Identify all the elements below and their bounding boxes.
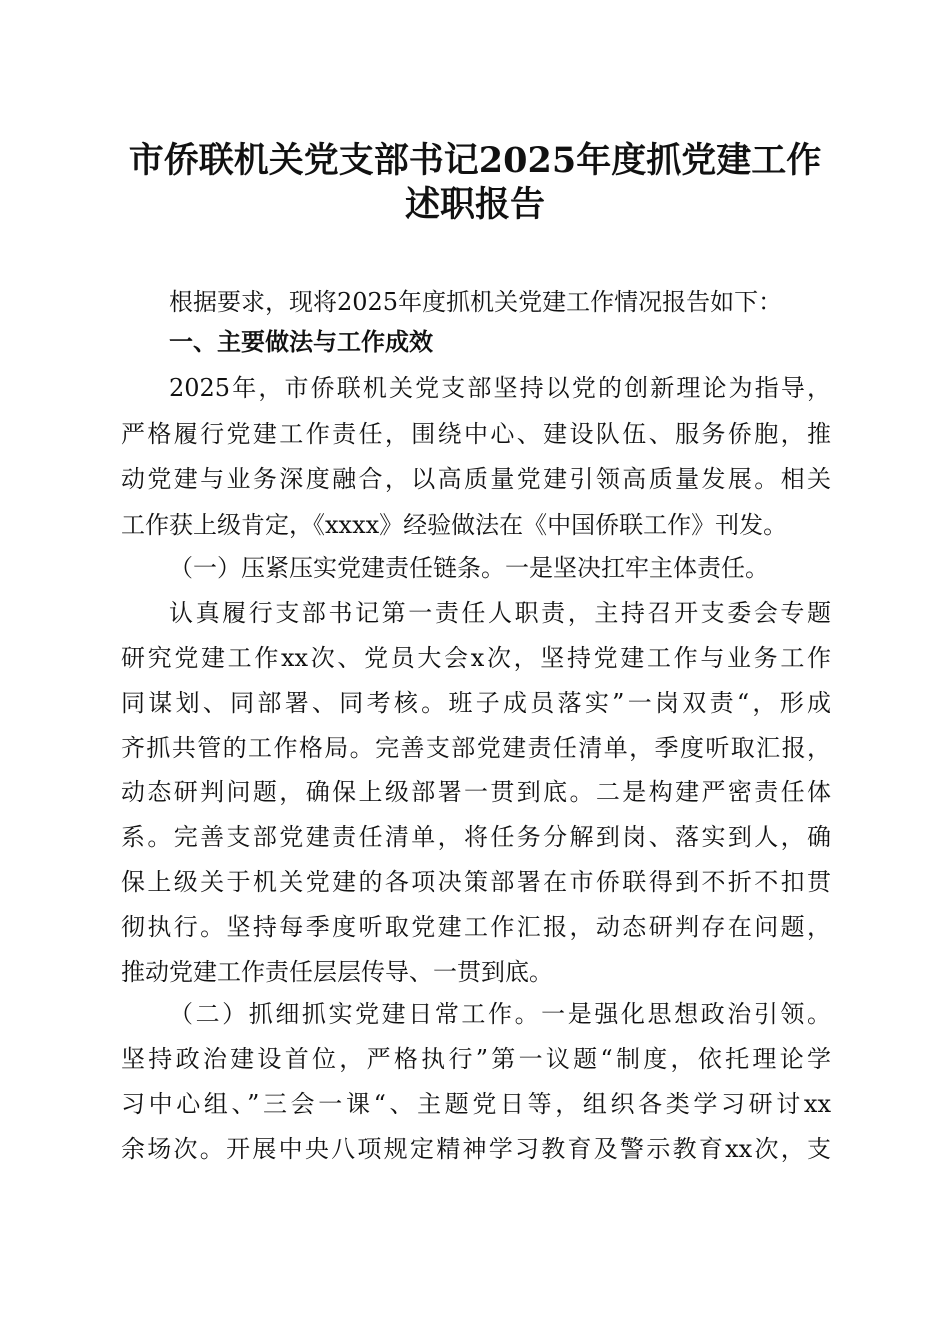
body-line: 动党建与业务深度融合，以高质量党建引领高质量发展。相关 — [121, 465, 831, 493]
document-title-line-1: 市侨联机关党支部书记2025年度抓党建工作 — [128, 140, 822, 181]
body-line: 推动党建工作责任层层传导、一贯到底。 — [121, 958, 553, 986]
body-line: 2025年，市侨联机关党支部坚持以党的创新理论为指导， — [169, 374, 831, 402]
body-line: 习中心组、”三会一课“、主题党日等，组织各类学习研讨xx — [121, 1090, 831, 1118]
body-line: 彻执行。坚持每季度听取党建工作汇报，动态研判存在问题， — [121, 913, 831, 941]
body-line: 齐抓共管的工作格局。完善支部党建责任清单，季度听取汇报， — [121, 734, 831, 762]
body-line: 严格履行党建工作责任，围绕中心、建设队伍、服务侨胞，推 — [121, 420, 831, 448]
body-line: 系。完善支部党建责任清单，将任务分解到岗、落实到人，确 — [121, 823, 831, 851]
body-line: 保上级关于机关党建的各项决策部署在市侨联得到不折不扣贯 — [121, 868, 831, 896]
body-line: 认真履行支部书记第一责任人职责，主持召开支委会专题 — [169, 599, 831, 627]
body-line: 工作获上级肯定，《xxxx》经验做法在《中国侨联工作》刊发。 — [121, 511, 788, 539]
section-heading-1: 一、主要做法与工作成效 — [169, 328, 433, 356]
body-line: 坚持政治建设首位，严格执行”第一议题“制度，依托理论学 — [121, 1045, 831, 1073]
body-line: 动态研判问题，确保上级部署一贯到底。二是构建严密责任体 — [121, 778, 831, 806]
body-line: 研究党建工作xx次、党员大会x次，坚持党建工作与业务工作 — [121, 644, 831, 672]
body-line: 同谋划、同部署、同考核。班子成员落实”一岗双责“，形成 — [121, 689, 831, 717]
subsection-heading-2: （二）抓细抓实党建日常工作。一是强化思想政治引领。 — [169, 1000, 831, 1028]
document-title-line-2: 述职报告 — [404, 184, 545, 225]
subsection-heading-1: （一）压紧压实党建责任链条。一是坚决扛牢主体责任。 — [169, 554, 769, 582]
body-line: 余场次。开展中央八项规定精神学习教育及警示教育xx次，支 — [121, 1135, 831, 1163]
intro-paragraph: 根据要求，现将2025年度抓机关党建工作情况报告如下： — [169, 288, 783, 316]
